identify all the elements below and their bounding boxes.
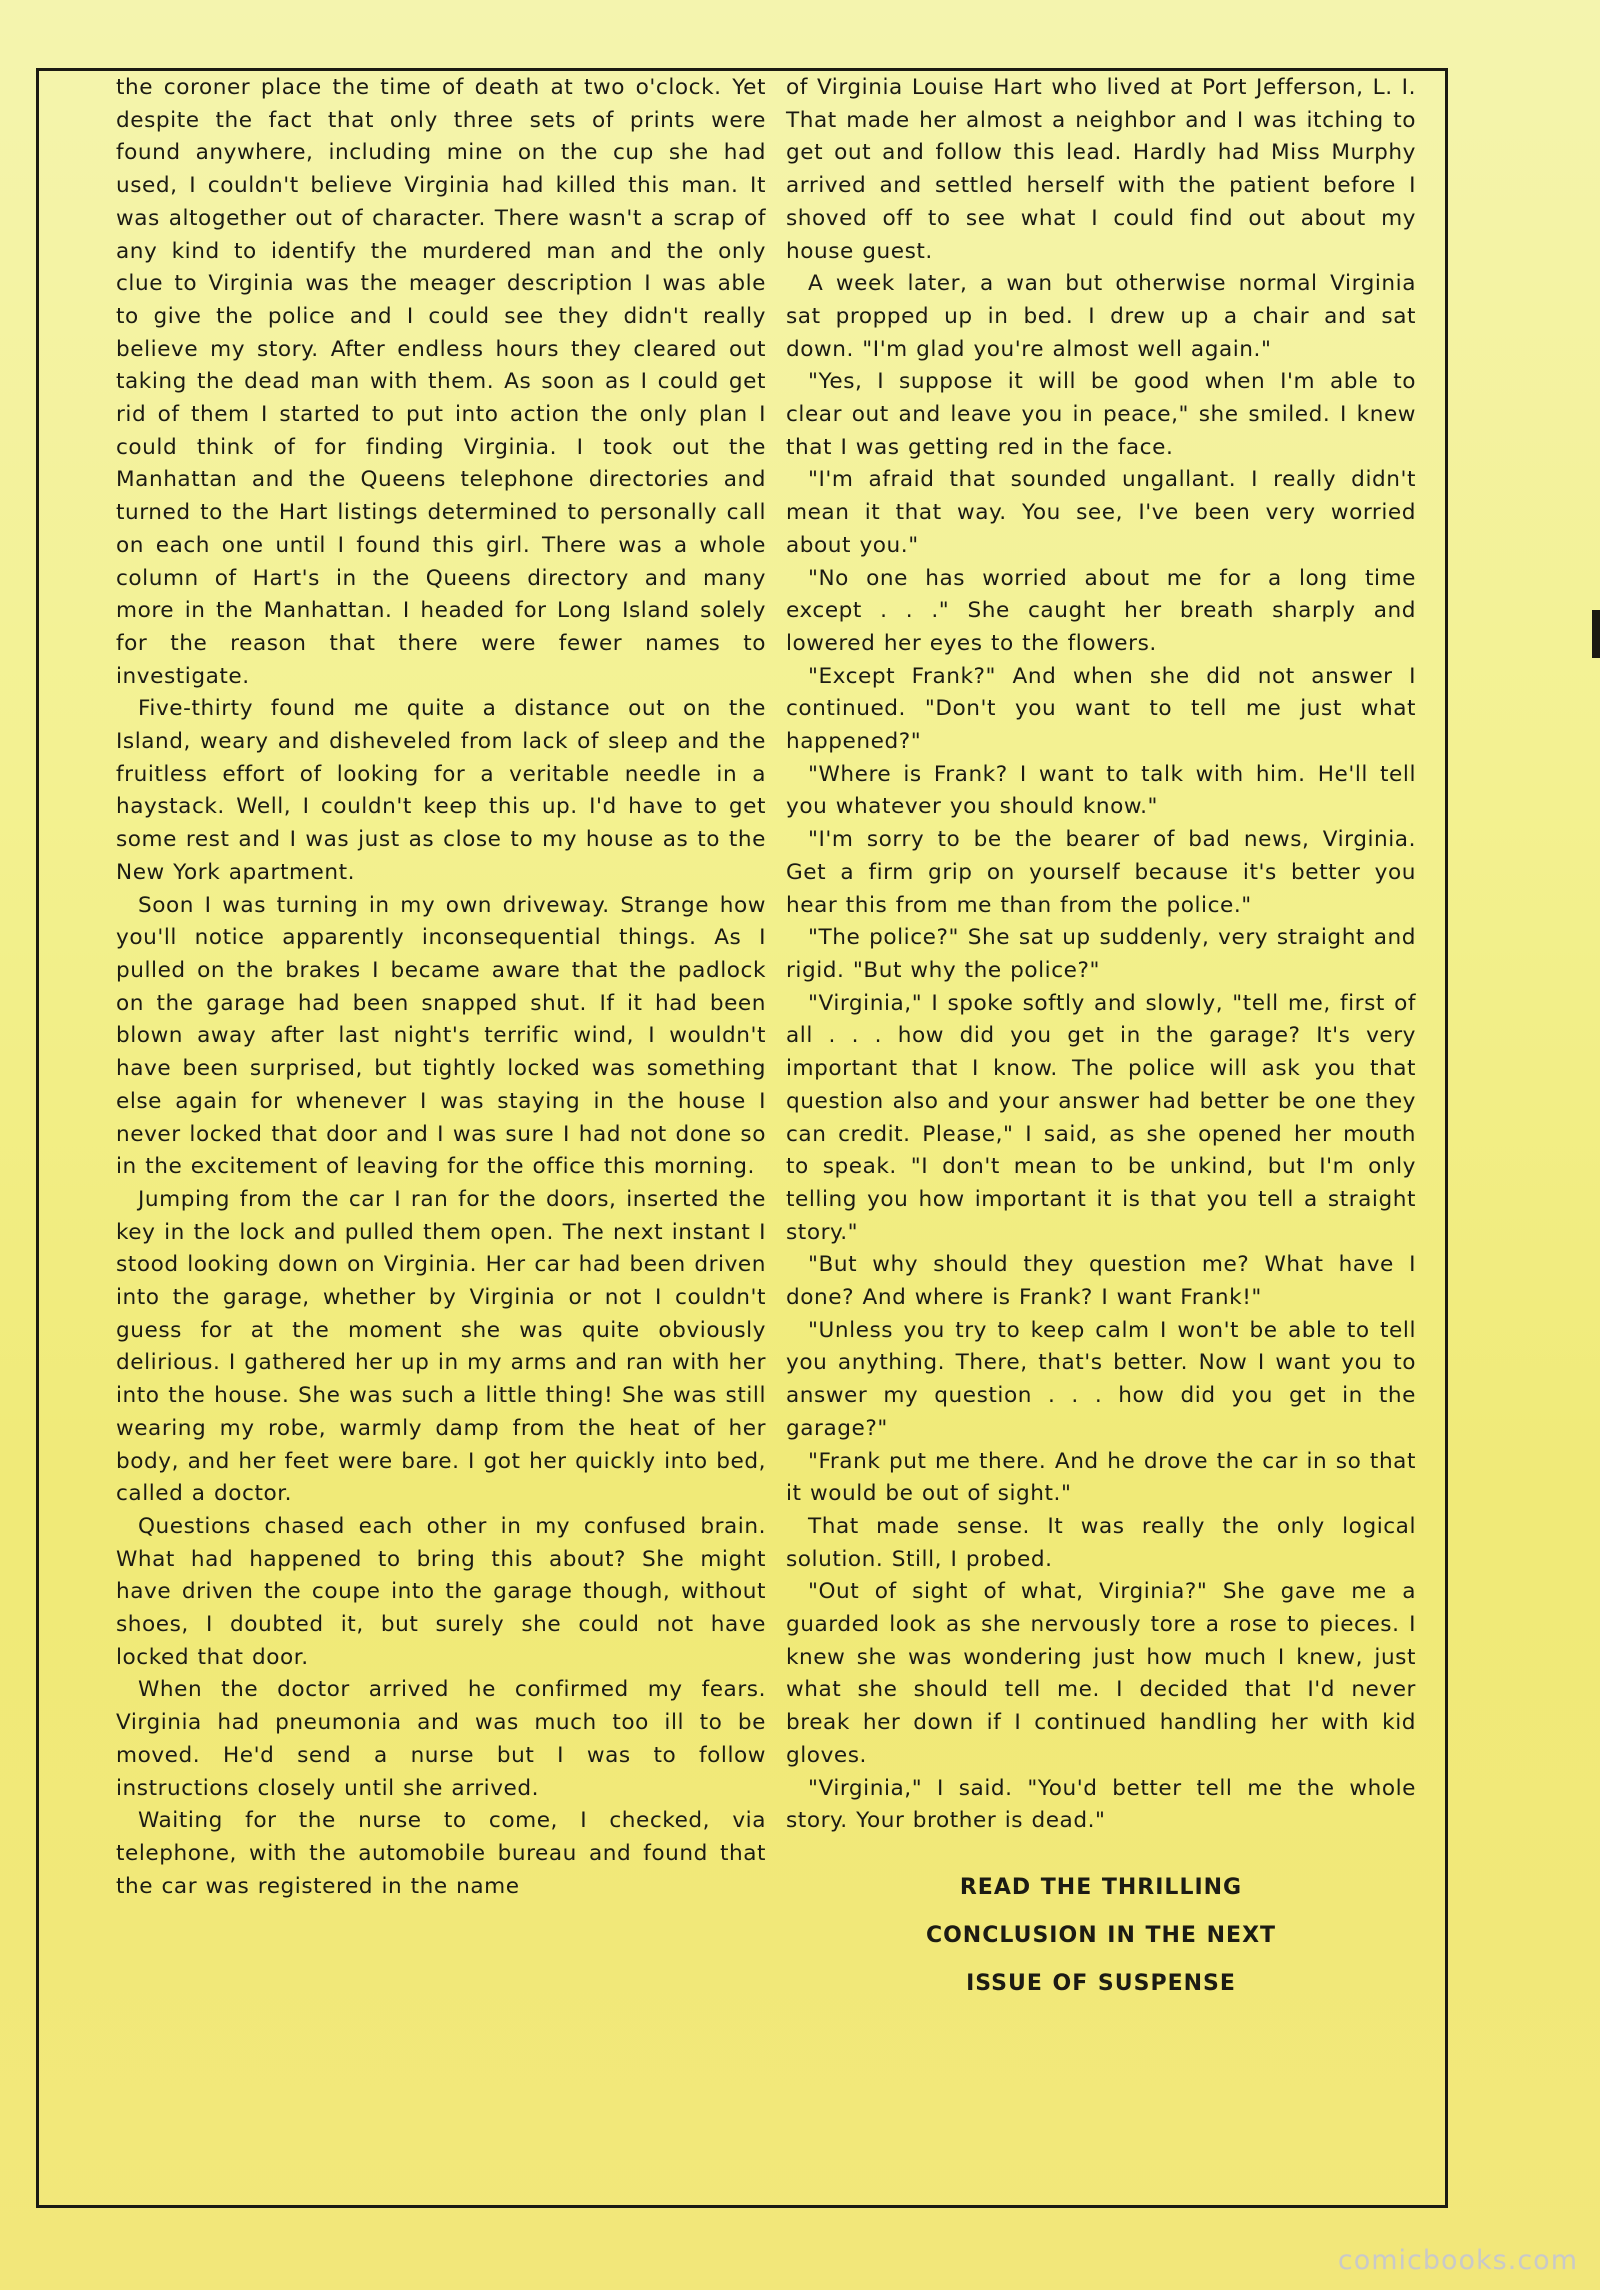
paragraph: "Virginia," I said. "You'd better tell me the whole story. Your brother is dead." xyxy=(786,1775,1416,1834)
paragraph: of Virginia Louise Hart who lived at Port Jefferson, L. I. That made her almost a neighbor and I was itching to get out and follow this lead. Hardly had Miss Murphy arrived and settled herself with the patient before I shoved off to see what I could find out about my house guest. xyxy=(786,75,1416,264)
paragraph: Waiting for the nurse to come, I checked, via telephone, with the automobile bureau and found that the car was registered in the name xyxy=(116,1808,766,1899)
paragraph: A week later, a wan but otherwise normal Virginia sat propped up in bed. I drew up a chair and sat down. "I'm glad you're almost well again." xyxy=(786,271,1416,362)
paragraph: "I'm sorry to be the bearer of bad news, Virginia. Get a firm grip on yourself because it's better you hear this from me than from the police." xyxy=(786,827,1416,918)
paragraph: Questions chased each other in my confused brain. What had happened to bring this about? She might have driven the coupe into the garage though, without shoes, I doubted it, but surely she could not have locked that door. xyxy=(116,1513,766,1670)
paragraph: "Out of sight of what, Virginia?" She gave me a guarded look as she nervously tore a rose to pieces. I knew she was wondering just how much I knew, just what she should tell me. I decided that I'd never break her down if I continued handling her with kid gloves. xyxy=(786,1579,1416,1768)
paragraph: "Virginia," I spoke softly and slowly, "tell me, first of all . . . how did you get in the garage? It's very important that I know. The police will ask you that question also and your answer had better be one they can credit. Please," I said, as she opened her mouth to speak. "I don't mean to be unkind, but I'm only telling you how important it is that you tell a straight story." xyxy=(786,990,1416,1245)
paragraph: That made sense. It was really the only logical solution. Still, I probed. xyxy=(786,1513,1416,1572)
promo-line: READ THE THRILLING xyxy=(959,1874,1243,1900)
next-issue-promo xyxy=(786,1864,1416,2008)
left-text-column xyxy=(116,72,766,1903)
paragraph: Five-thirty found me quite a distance out on the Island, weary and disheveled from lack of sleep and the fruitless effort of looking for a veritable needle in a haystack. Well, I couldn't keep this up. I'd have to get some rest and I was just as close to my house as to the New York apartment. xyxy=(116,696,766,885)
paragraph: "Frank put me there. And he drove the car in so that it would be out of sight." xyxy=(786,1448,1416,1507)
paragraph: "The police?" She sat up suddenly, very straight and rigid. "But why the police?" xyxy=(786,925,1416,983)
paragraph: "Where is Frank? I want to talk with him. He'll tell you whatever you should know." xyxy=(786,761,1416,820)
paragraph: When the doctor arrived he confirmed my fears. Virginia had pneumonia and was much too ill to be moved. He'd send a nurse but I was to follow instructions closely until she arrived. xyxy=(116,1677,766,1801)
paragraph: "Yes, I suppose it will be good when I'm able to clear out and leave you in peace," she smiled. I knew that I was getting red in the face. xyxy=(786,369,1416,460)
paragraph: "Unless you try to keep calm I won't be able to tell you anything. There, that's better. Now I want you to answer my question . . . how did you get in the garage?" xyxy=(786,1317,1416,1441)
paragraph: Soon I was turning in my own driveway. Strange how you'll notice apparently inconsequential things. As I pulled on the brakes I became aware that the padlock on the garage had been snapped shut. If it had been blown away after last night's terrific wind, I wouldn't have been surprised, but tightly locked was something else again for whenever I was staying in the house I never locked that door and I was sure I had not done so in the excitement of leaving for the office this morning. xyxy=(116,892,766,1180)
right-text-column xyxy=(786,72,1416,2008)
paragraph: Jumping from the car I ran for the doors, inserted the key in the lock and pulled them open. The next instant I stood looking down on Virginia. Her car had been driven into the garage, whether by Virginia or not I couldn't guess for at the moment she was quite obviously delirious. I gathered her up in my arms and ran with her into the house. She was such a little thing! She was still wearing my robe, warmly damp from the heat of her body, and her feet were bare. I got her quickly into bed, called a doctor. xyxy=(116,1186,766,1507)
paragraph: "But why should they question me? What have I done? And where is Frank? I want Frank!" xyxy=(786,1252,1416,1311)
paragraph: "Except Frank?" And when she did not answer I continued. "Don't you want to tell me just what happened?" xyxy=(786,663,1416,755)
promo-line: ISSUE OF SUSPENSE xyxy=(966,1970,1236,1996)
paragraph: "No one has worried about me for a long time except . . ." She caught her breath sharply and lowered her eyes to the flowers. xyxy=(786,565,1416,656)
site-watermark: comicbooks.com xyxy=(1337,2245,1578,2276)
edge-mark xyxy=(1592,610,1600,658)
paragraph: "I'm afraid that sounded ungallant. I really didn't mean it that way. You see, I've been very worried about you." xyxy=(786,467,1416,558)
promo-line: CONCLUSION IN THE NEXT xyxy=(925,1922,1277,1948)
paragraph: the coroner place the time of death at two o'clock. Yet despite the fact that only three sets of prints were found anywhere, including mine on the cup she had used, I couldn't believe Virginia had killed this man. It was altogether out of character. There wasn't a scrap of any kind to identify the murdered man and the only clue to Virginia was the meager description I was able to give the police and I could see they didn't really believe my story. After endless hours they cleared out taking the dead man with them. As soon as I could get rid of them I started to put into action the only plan I could think of for finding Virginia. I took out the Manhattan and the Queens telephone directories and turned to the Hart listings determined to personally call on each one until I found this girl. There was a whole column of Hart's in the Queens directory and many more in the Manhattan. I headed for Long Island solely for the reason that there were fewer names to investigate. xyxy=(116,75,766,689)
